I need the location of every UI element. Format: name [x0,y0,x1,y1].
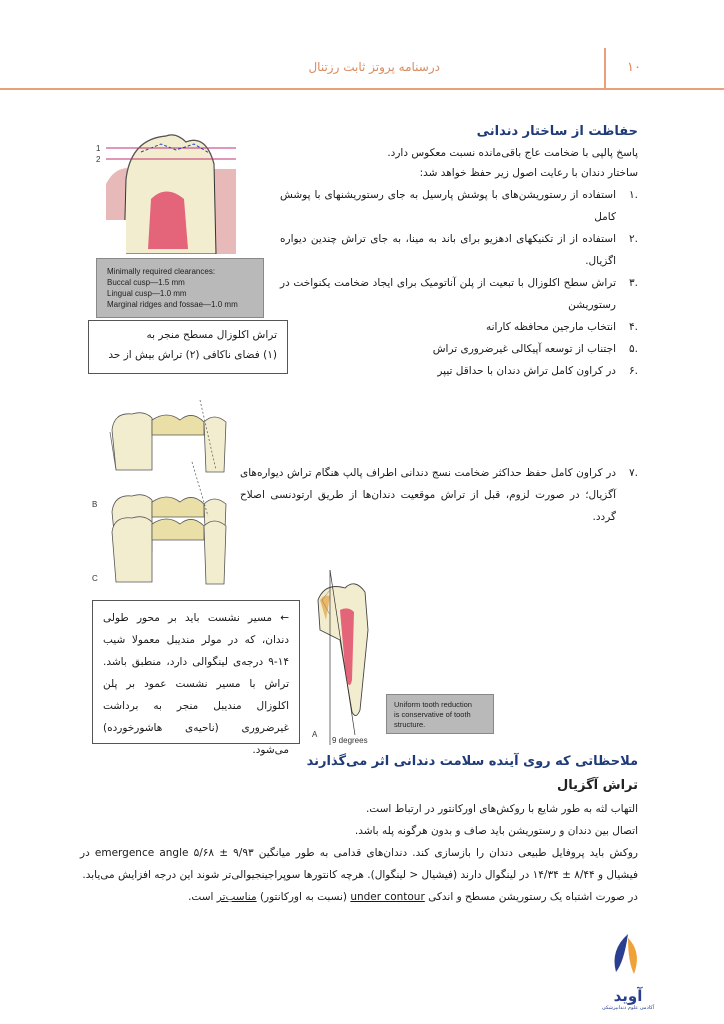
list-item [280,272,638,316]
uniform-reduction-note [386,694,494,734]
paragraph-overcontour: التهاب لثه به طور شایع با روکش‌های اورکانتور در ارتباط است. [365,803,638,815]
list-item-number: .۲ [629,233,638,245]
header-rule [0,88,724,90]
header-separator [604,48,606,88]
figure-label-b: B [92,500,98,509]
section-heading-preservation: حفاظت از ساختار دندانی [476,124,638,139]
figure1-caption-box [88,320,288,374]
figure3-caption-text: ← مسیر نشست باید بر محور طولی دندان، که در مولر مندیبل معمولا شیب ۱۴-۹ درجه‌ی لینگوالی دارد، منطبق باشد. تراش با مسیر نشست عمود بر پلن اکلوزال مندیبل منجر به برداشت غیرضروری (ناحیه‌ی هاشورخورده) می‌شود. [103,612,289,756]
under-contour-text-b: (نسبت به اورکانتور) [259,891,347,903]
uniform-reduction-line-2: is conservative of tooth [394,710,471,719]
list-item [240,462,638,528]
reduction-line-label-2: 2 [96,155,101,164]
under-contour-text-a: در صورت اشتباه یک رستوریشن مسطح و اندکی [428,891,638,903]
bridge-path-figure [92,400,242,586]
uniform-reduction-line-3: structure. [394,720,426,729]
under-contour-term: under contour [350,891,425,903]
clearance-buccal: Buccal cusp—1.5 mm [107,278,185,287]
clearance-lingual: Lingual cusp—1.0 mm [107,289,187,298]
under-contour-emphasis: مناسب‌تر [216,891,257,903]
bridge-teeth-illustration [92,400,242,586]
list-item-number: .۶ [629,365,638,377]
figure3-caption-box [92,600,300,756]
publisher-logo [598,932,658,1012]
list-item-text: استفاده از رستوریشن‌های با پوشش پارسیل به جای رستوریشنهای با پوشش کامل [280,189,616,223]
logo-tagline: آکادمی علوم دندانپزشکی [601,1005,655,1011]
list-item-number: .۴ [629,321,638,333]
principles-list-continued [240,462,638,528]
list-item [280,316,638,338]
list-item-text: تراش سطح اکلوزال با تبعیت از پلن آناتومیک برای ایجاد ضخامت یکنواخت در رستوریشن [280,277,616,311]
occlusal-reduction-figure [96,124,246,254]
clearance-requirements-box [96,258,264,318]
figure-label-a: A [312,730,318,739]
paragraph-emergence-profile: روکش باید پروفایل طبیعی دندان را بازسازی کند. دندان‌های قدامی به طور میانگین emergence angle ۵/۶۸ ± ۹/۹۳ در فیشیال و ۸/۴۴ ± ۱۴/۳۴ در لینگوال دارند (فیشیال < لینگوال). هرچه کانتورها سوپراجینجیوالی‌تر شوند این درجه افزایش می‌یابد. [80,847,638,881]
under-contour-text-d: است. [188,891,214,903]
list-item-text: انتخاب مارجین محافظه کارانه [485,321,616,333]
paragraph-under-contour [100,886,638,908]
list-item [280,338,638,360]
reduction-line-label-1: 1 [96,144,101,153]
clearance-title: Minimally required clearances: [107,267,216,276]
book-title: درسنامه پروتز ثابت رزتنال [308,60,440,74]
list-item-text: در کراون کامل حفظ حداکثر ضخامت نسج دندانی اطراف پالپ هنگام تراش دیواره‌های آگزیال؛ در صورت لزوم، قبل از تراش موقعیت دندان‌ها از طریق ارتودنسی اصلاح گردد. [240,467,616,523]
page-number: ۱۰ [627,60,641,75]
list-item-number: .۵ [629,343,638,355]
intro-line-2: ساختار دندان با رعایت اصول زیر حفظ خواهد شد: [419,167,638,179]
logo-mark-icon [598,932,658,984]
list-item-text: استفاده از از تکنیکهای ادهزیو برای باند به مینا، به جای تراش چندین دیواره اگزیال. [280,233,616,267]
list-item [280,228,638,272]
figure-label-c: C [92,574,98,583]
principles-list [280,184,638,382]
clearance-marginal: Marginal ridges and fossae—1.0 mm [107,300,238,309]
subheading-axial-reduction: تراش آگزیال [556,778,638,793]
list-item-number: .۷ [629,467,638,479]
logo-name: آوید [613,987,643,1005]
list-item-number: .۳ [629,277,638,289]
angle-label: 9 degrees [332,736,368,745]
uniform-reduction-line-1: Uniform tooth reduction [394,700,472,709]
tooth-cross-section-illustration [96,124,246,254]
list-item-text: در کراون کامل تراش دندان با حداقل تیپر [437,365,616,377]
list-item [280,360,638,382]
paragraph-junction: اتصال بین دندان و رستوریشن باید صاف و بدون هرگونه پله باشد. [354,825,638,837]
list-item-number: .۱ [629,189,638,201]
intro-line-1: پاسخ پالپی با ضخامت عاج باقی‌مانده نسبت معکوس دارد. [387,147,638,159]
section-heading-future-health: ملاحظاتی که روی آینده سلامت دندانی اثر می‌گذارند [306,754,638,769]
figure1-caption-line-2: (۱) فضای ناکافی (۲) تراش بیش از حد [108,349,277,361]
list-item-text: اجتناب از توسعه آپیکالی غیرضروری تراش [432,343,616,355]
list-item [280,184,638,228]
figure1-caption-line-1: تراش اکلوزال مسطح منجر به [146,329,277,341]
